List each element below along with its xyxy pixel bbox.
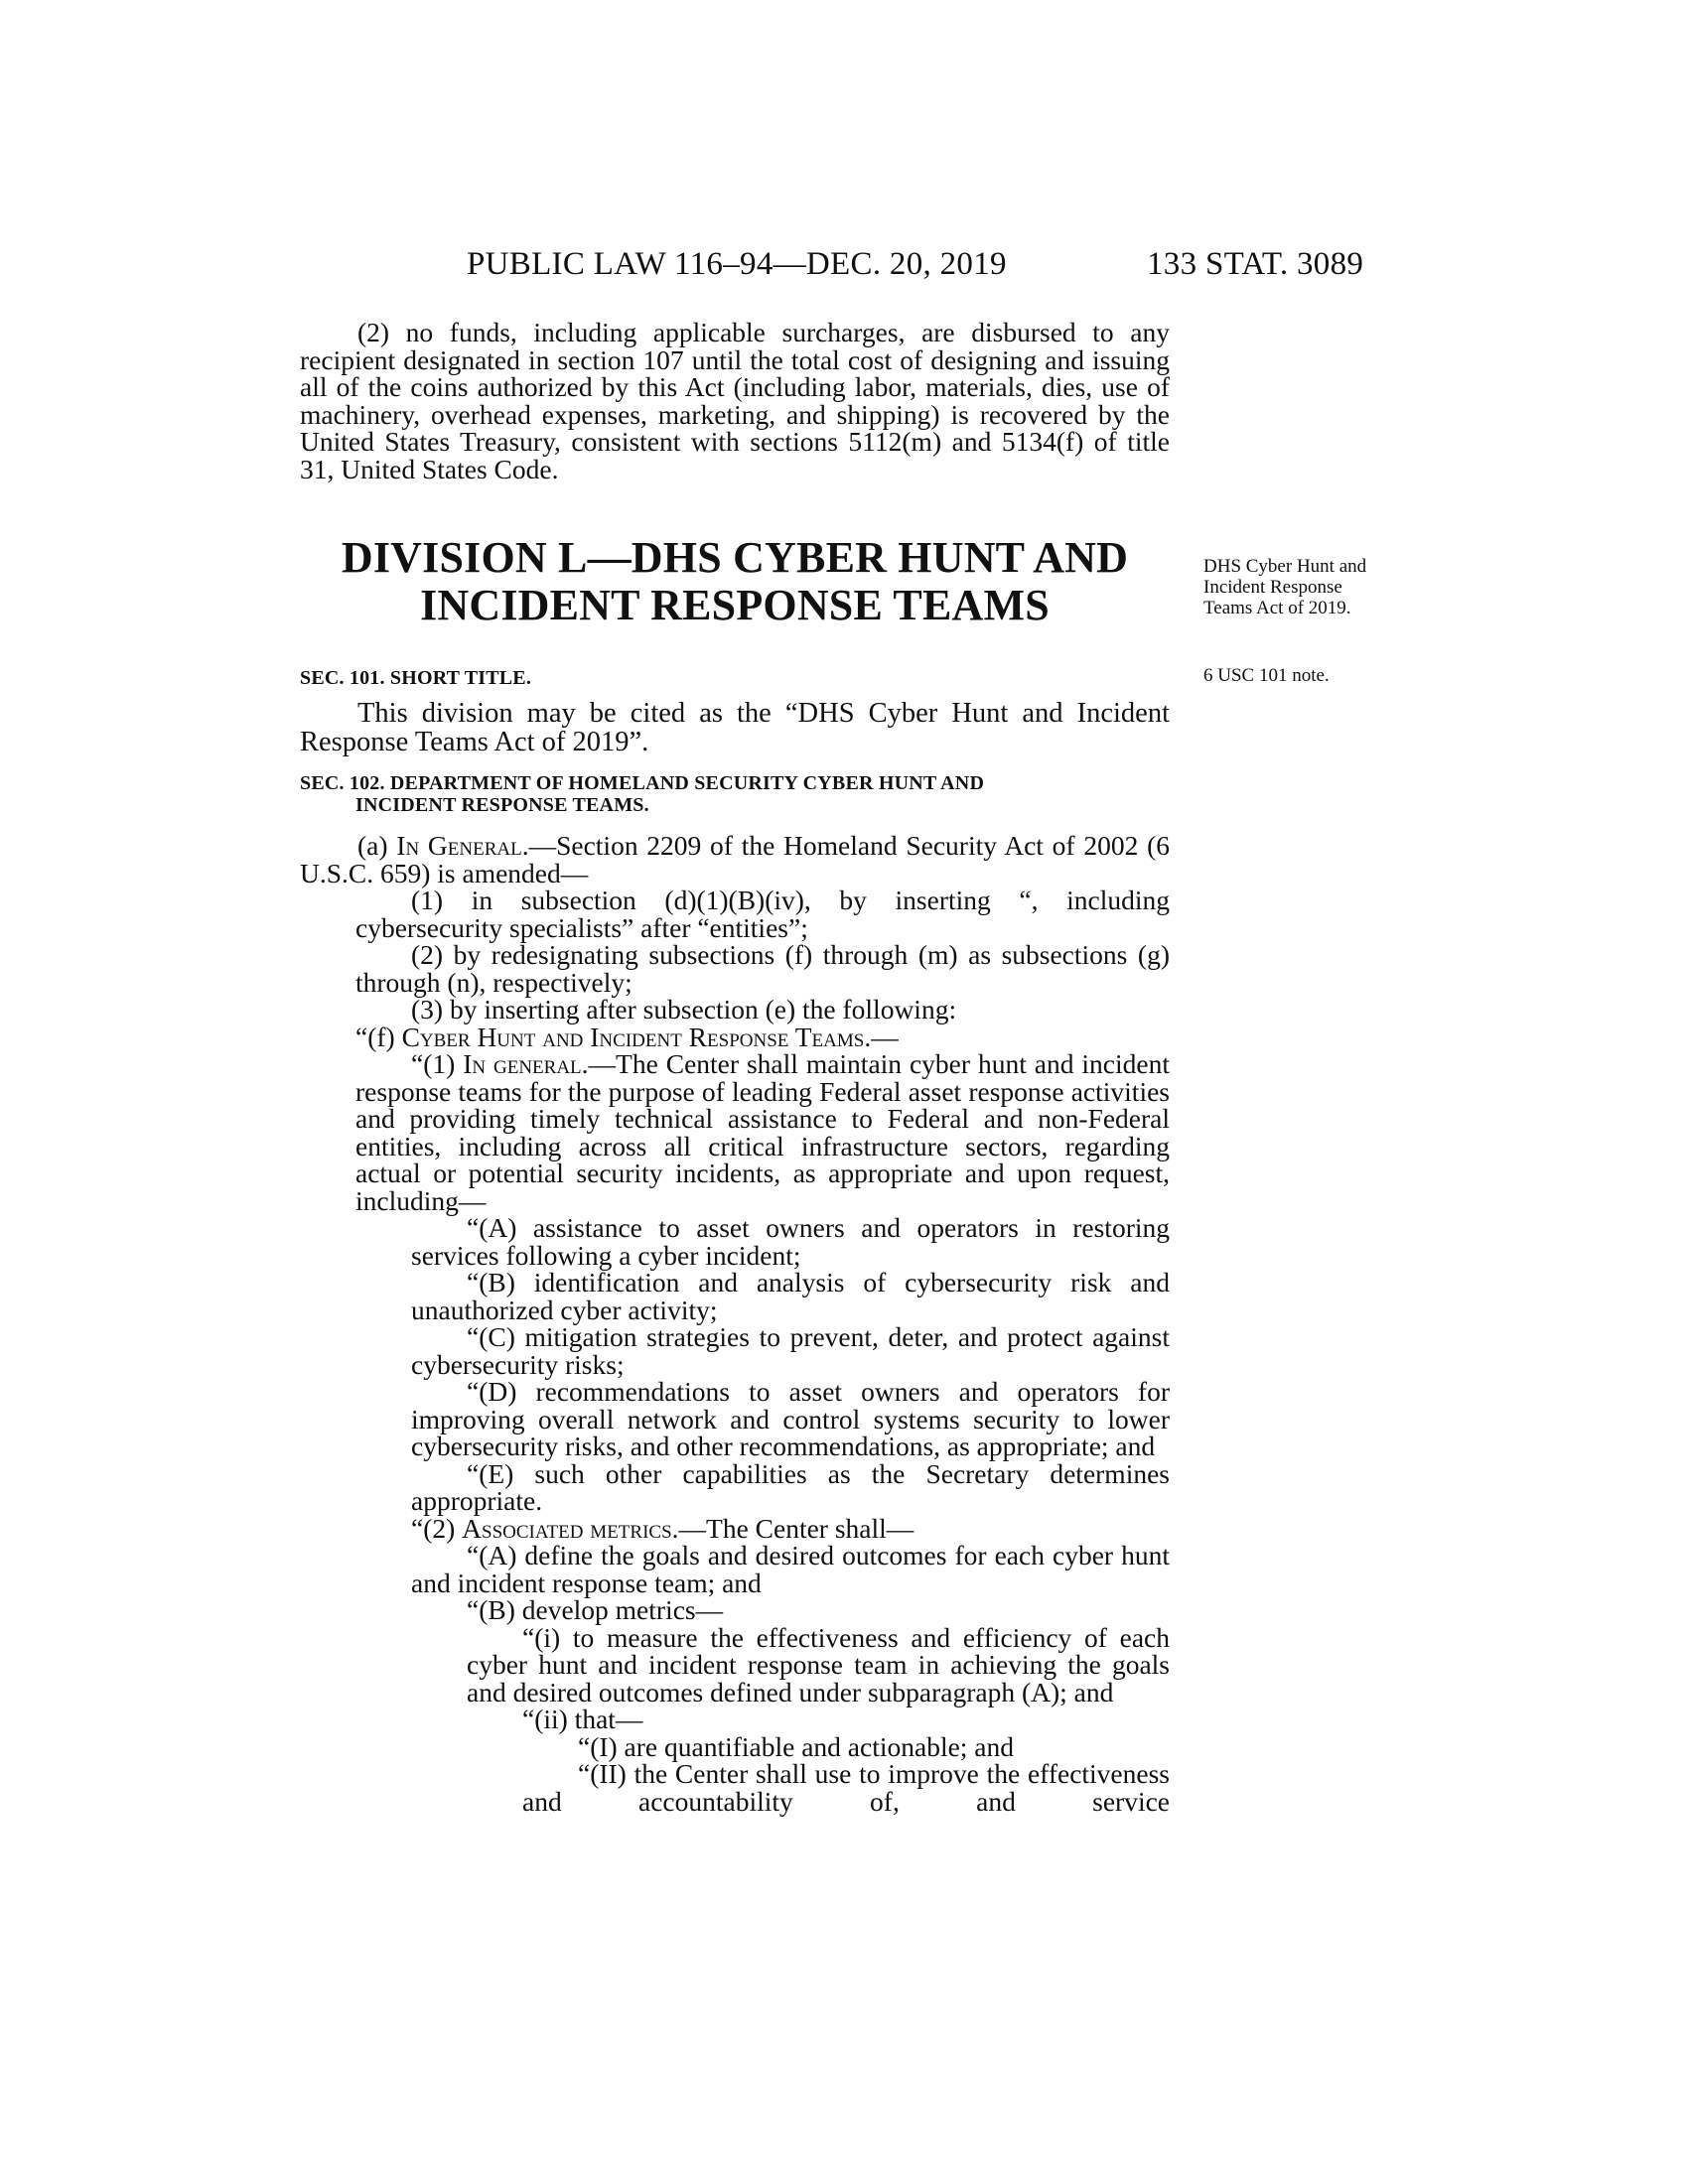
subparagraph-C: “(C) mitigation strategies to prevent, deter, and protect against cybersecurity risks; (411, 1321, 1170, 1380)
subsection-f-dash: — (871, 1021, 899, 1052)
subsection-a-label: (a) (357, 830, 397, 861)
subsection-a-caption: In General. (396, 830, 529, 861)
page-header (0, 246, 1688, 286)
paragraph-f1 (300, 1050, 1170, 1214)
sec102-heading-line1: SEC. 102. DEPARTMENT OF HOMELAND SECURITY CYBER HUNT AND (300, 772, 985, 794)
subclause-II: “(II) the Center shall use to improve the effectiveness and accountability of, and service (522, 1758, 1170, 1817)
subsection-a (300, 832, 1170, 887)
paragraph-f1-caption: In general. (463, 1048, 589, 1079)
item-1: (1) in subsection (d)(1)(B)(iv), by inserting “, including cybersecurity specialists” after “entities”; (355, 885, 1170, 943)
division-title-line1: DIVISION L—DHS CYBER HUNT AND (341, 533, 1129, 582)
sec102-heading-line2: INCIDENT RESPONSE TEAMS. (355, 794, 649, 816)
statute-page-number: 133 STAT. 3089 (1147, 246, 1364, 282)
subsection-f-caption: Cyber Hunt and Incident Response Teams. (401, 1021, 872, 1052)
paragraph-f2-text: —The Center shall— (678, 1512, 914, 1544)
item-2: (2) by redesignating subsections (f) through (m) as subsections (g) through (n), respectively; (355, 939, 1170, 998)
intro-paragraph: (2) no funds, including applicable surcharges, are disbursed to any recipient designated in section 107 until the total cost of designing and issuing all of the coins authorized by this Act (including labor, materials, dies, use of machinery, overhead expenses, marketing, and shipping) is recovered by the United States Treasury, consistent with sections 5112(m) and 5134(f) of title 31, United States Code. (300, 317, 1170, 484)
subclause-I: “(I) are quantifiable and actionable; and (578, 1730, 1015, 1762)
division-title-line2: INCIDENT RESPONSE TEAMS (420, 581, 1050, 629)
paragraph-f1-text: —The Center shall maintain cyber hunt and incident response teams for the purpose of leading Federal asset response activities and providing timely technical assistance to Federal and non-Federal entities, including across all critical infrastructure sectors, regarding actual or potential security incidents, as appropriate and upon request, including— (355, 1048, 1170, 1216)
subparagraph-A: “(A) assistance to asset owners and operators in restoring services following a cyber incident; (411, 1212, 1170, 1271)
paragraph-f2-label: “(2) (411, 1512, 463, 1544)
paragraph-f2 (300, 1512, 1170, 1544)
item-3: (3) by inserting after subsection (e) the following: (411, 994, 957, 1024)
subsection-a-text: —Section 2209 of the Homeland Security Act of 2002 (6 U.S.C. 659) is amended— (300, 830, 1170, 888)
division-title (300, 534, 1170, 629)
subparagraph-B: “(B) identification and analysis of cybersecurity risk and unauthorized cyber activity; (411, 1267, 1170, 1325)
clause-ii: “(ii) that— (522, 1704, 643, 1734)
paragraph-f2-B: “(B) develop metrics— (467, 1594, 724, 1625)
margin-note-act-name: DHS Cyber Hunt and Incident Response Teams Act of 2019. (1203, 556, 1367, 618)
sec101-heading: SEC. 101. SHORT TITLE. (300, 667, 532, 689)
paragraph-f2-A: “(A) define the goals and desired outcomes for each cyber hunt and incident response team; and (411, 1540, 1170, 1598)
subsection-f-label: “(f) (355, 1021, 402, 1052)
sec102-body (300, 832, 1170, 1815)
paragraph-f1-label: “(1) (411, 1048, 464, 1079)
margin-note-usc: 6 USC 101 note. (1203, 665, 1330, 686)
running-head-title: PUBLIC LAW 116–94—DEC. 20, 2019 (467, 246, 1007, 282)
paragraph-f2-caption: Associated metrics. (462, 1512, 679, 1544)
sec101-text: This division may be cited as the “DHS Cyber Hunt and Incident Response Teams Act of 2019”. (300, 698, 1170, 757)
subparagraph-E: “(E) such other capabilities as the Secretary determines appropriate. (411, 1457, 1170, 1516)
sec102-heading (300, 772, 1170, 816)
clause-i: “(i) to measure the effectiveness and efficiency of each cyber hunt and incident response team in achieving the goals and desired outcomes defined under subparagraph (A); and (467, 1621, 1170, 1707)
subparagraph-D: “(D) recommendations to asset owners and operators for improving overall network and control systems security to lower cybersecurity risks, and other recommendations, as appropriate; and (411, 1376, 1170, 1461)
subsection-f-heading (300, 1021, 1170, 1052)
